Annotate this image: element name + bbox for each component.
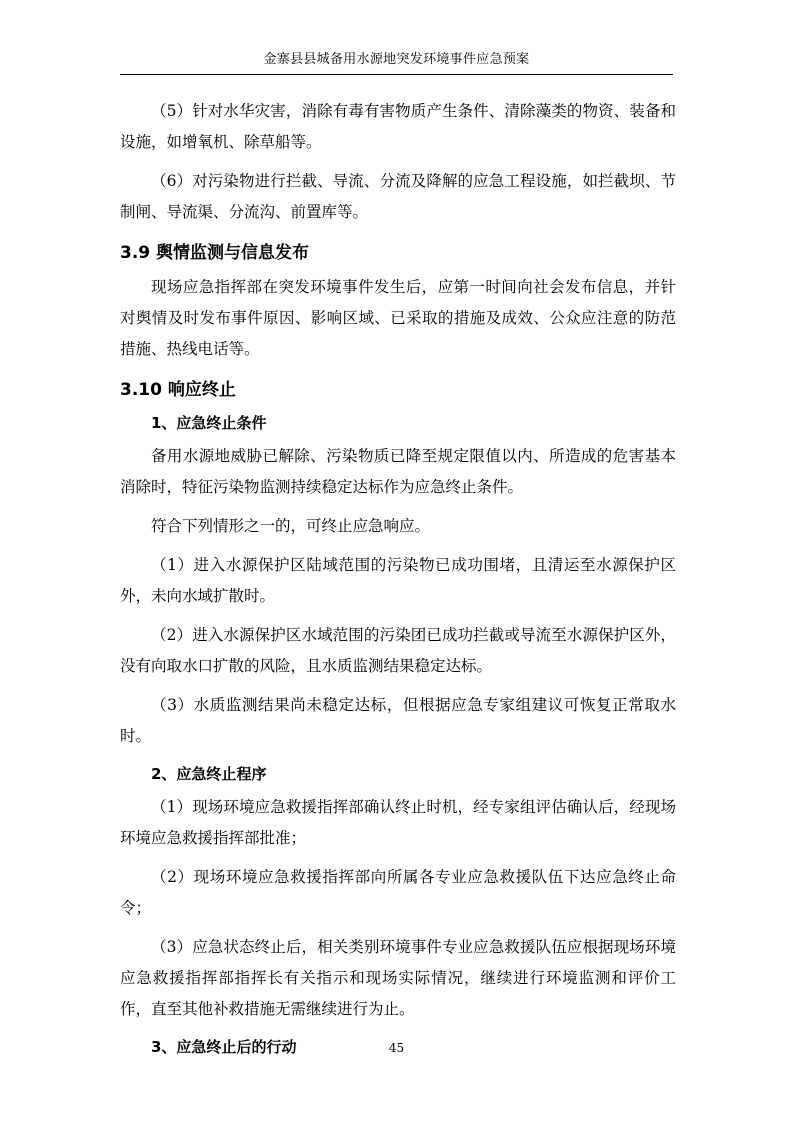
page-number: 45 <box>388 1041 405 1055</box>
document-body <box>120 96 676 1065</box>
page-header-title: 金寨县县城备用水源地突发环境事件应急预案 <box>263 52 530 67</box>
section-3-9-paragraph: 现场应急指挥部在突发环境事件发生后，应第一时间向社会发布信息，并针对舆情及时发布事件原因、影响区域、已采取的措施及成效、公众应注意的防范措施、热线电话等。 <box>120 278 676 358</box>
paragraph-item-5: （5）针对水华灾害，消除有毒有害物质产生条件、清除藻类的物资、装备和设施，如增氧机、除草船等。 <box>120 102 676 151</box>
section-3-10-heading: 3.10 响应终止 <box>120 380 236 400</box>
subsection-post-termination-actions-heading: 3、应急终止后的行动 <box>151 1038 297 1056</box>
header-divider <box>120 74 673 75</box>
termination-procedure-step-3: （3）应急状态终止后，相关类别环境事件专业应急救援队伍应根据现场环境应急救援指挥部指挥长有关指示和现场实际情况，继续进行环境监测和评价工作，直至其他补救措施无需继续进行为止。 <box>120 938 676 1018</box>
section-3-9-heading: 3.9 舆情监测与信息发布 <box>120 243 310 263</box>
termination-conditions-intro: 符合下列情形之一的，可终止应急响应。 <box>151 517 431 535</box>
subsection-termination-procedure-heading: 2、应急终止程序 <box>151 765 267 783</box>
paragraph-item-6: （6）对污染物进行拦截、导流、分流及降解的应急工程设施，如拦截坝、节制闸、导流渠、分流沟、前置库等。 <box>120 172 676 221</box>
termination-condition-2: （2）进入水源保护区水域范围的污染团已成功拦截或导流至水源保护区外，没有向取水口扩散的风险，且水质监测结果稳定达标。 <box>120 626 676 675</box>
termination-conditions-paragraph: 备用水源地威胁已解除、污染物质已降至规定限值以内、所造成的危害基本消除时，特征污染物监测持续稳定达标作为应急终止条件。 <box>120 447 676 496</box>
subsection-termination-conditions-heading: 1、应急终止条件 <box>151 414 267 432</box>
termination-condition-3: （3）水质监测结果尚未稳定达标，但根据应急专家组建议可恢复正常取水时。 <box>120 696 676 745</box>
termination-procedure-step-2: （2）现场环境应急救援指挥部向所属各专业应急救援队伍下达应急终止命令； <box>120 868 676 917</box>
termination-procedure-step-1: （1）现场环境应急救援指挥部确认终止时机，经专家组评估确认后，经现场环境应急救援指挥部批准； <box>120 798 676 847</box>
termination-condition-1: （1）进入水源保护区陆域范围的污染物已成功围堵，且清运至水源保护区外，未向水域扩散时。 <box>120 556 676 605</box>
